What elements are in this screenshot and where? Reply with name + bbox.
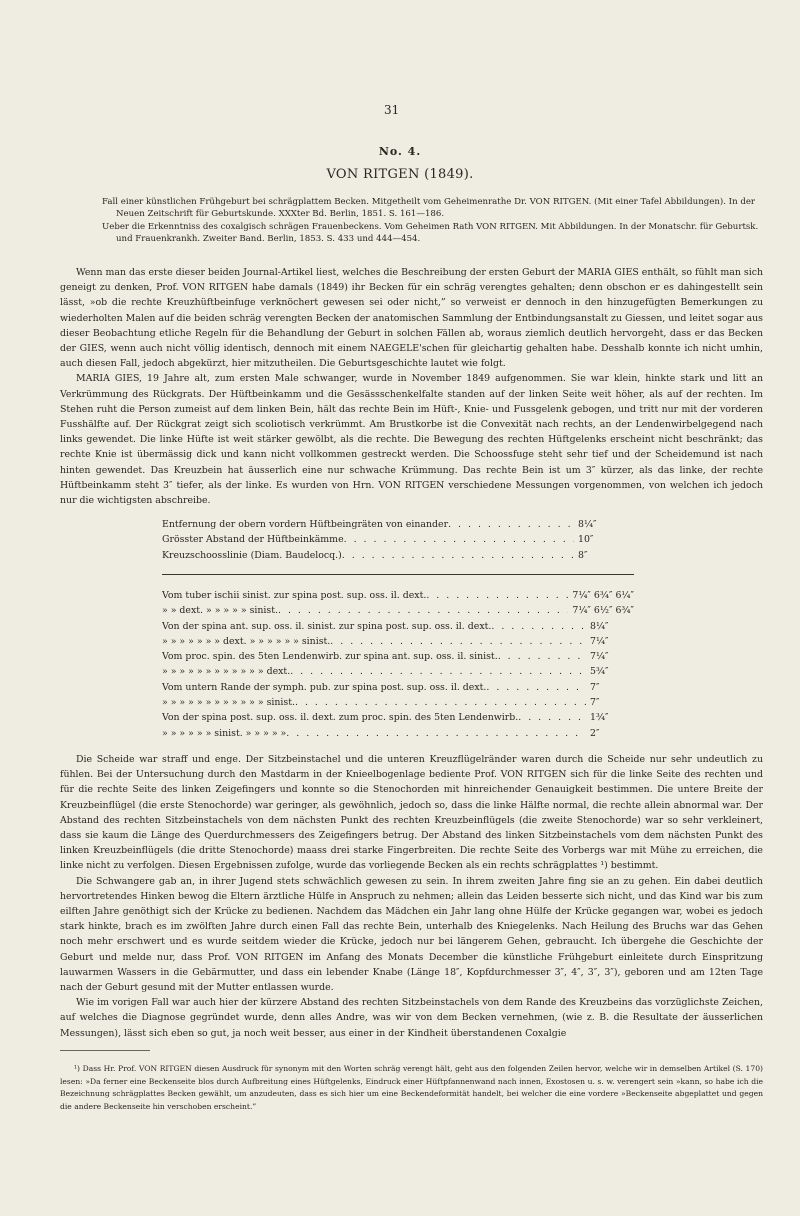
leader-dots <box>491 619 586 634</box>
measurement-label: » » dext. » » » » » sinist. <box>162 605 278 617</box>
leader-dots <box>344 532 574 547</box>
footnote-text: ¹) Dass Hr. Prof. VON RITGEN diesen Ausdruck für synonym mit den Worten schräg verengt hält, geht aus den folgenden Zeilen hervor, welche wir in demselben Artikel (S. 170) lesen: »Da ferner eine Beckenseite blos durch Aufbreitung eines Hüftgelenks, Eindruck einer Hüftpfannenwand nach innen, Exostosen u. s. w. verengert sein »kann, so habe ich die Bezeichnung schrägplattes Becken gewählt, um anzudeuten, dass es sich hier um eine Beckendeformität handelt, bei welcher die eine vordere »Beckenseite abgeplattet und gegen die andere Beckenseite hin verschoben erscheint.” <box>60 1064 763 1111</box>
paragraph: MARIA GIES, 19 Jahre alt, zum ersten Male schwanger, wurde in November 1849 aufgenommen. Sie war klein, hinkte stark und litt an Verkrümmung des Rückgrats. Der Hüftbeinkamm und die Gesässschenkelfalte standen auf der linken Seite weit höher, als auf der rechten. Im Stehen ruht die Person zumeist auf dem linken Bein, hält das rechte Bein im Hüft-, Knie- und Fussgelenk gebogen, und tritt nur mit der vorderen Fusshälfte auf. Der Rückgrat zeigt sich scoliotisch verkrümmt. Am Brustkorbe ist die Convexität nach rechts, an der Lendenwirbelgegend nach links gewendet. Die linke Hüfte ist weit stärker gewölbt, als die rechte. Die Bewegung des rechten Hüftgelenks erscheint nicht beschränkt; das rechte Knie ist übermässig dick und kann nicht vollkommen gestreckt werden. Die Schoossfuge steht sehr tief und der Scheidemund ist nach hinten gewendet. Das Kreuzbein hat äusserlich eine nur schwache Krümmung. Das rechte Bein ist um 3″ kürzer, als das linke, der rechte Hüftbeinkamm steht 3″ tiefer, als der linke. Es wurden von Hrn. VON RITGEN verschiedene Messungen vorgenommen, von welchen ich jedoch nur die wichtigsten abschreibe. <box>60 373 763 507</box>
measurement-row <box>162 695 634 710</box>
body-text <box>60 265 763 508</box>
measurement-value: 8¼″ <box>590 620 609 632</box>
measurement-label: Vom tuber ischii sinist. zur spina post. sup. oss. il. dext. <box>162 590 427 601</box>
measurement-label: Vom untern Rande der symph. pub. zur spina post. sup. oss. il. dext. <box>162 681 487 693</box>
measurement-row <box>162 649 634 664</box>
leader-dots <box>286 726 586 741</box>
measurement-value: 8″ <box>578 549 588 561</box>
leader-dots <box>290 664 586 679</box>
footnote <box>60 1063 763 1113</box>
paragraph: Die Scheide war straff und enge. Der Sitzbeinstachel und die unteren Kreuzflügelränder waren durch die Scheide nur sehr undeutlich zu fühlen. Bei der Untersuchung durch den Mastdarm in der Knieelbogenlage bediente Prof. VON RITGEN sich für die linke Seite des rechten und für die rechte Seite des linken Zeigefingers und konnte so die Stenochorden mit hinreichender Genauigkeit bestimmen. Die untere Breite der Kreuzbeinflügel (die erste Stenochorde) war geringer, als gewöhnlich, jedoch so, dass die linke Hälfte normal, die rechte allein abnormal war. Der Abstand des rechten Sitzbeinstachels von dem nächsten Punkt des rechten Kreuzbeinflügels (die zweite Stenochorde) war so sehr verkleinert, dass sie kaum die Länge des Querdurchmessers des Zeigefingers betrug. Der Abstand des linken Sitzbeinstachels vom dem nächsten Punkt des linken Kreuzbeinflügels (die dritte Stenochorde) maass drei starke Fingerbreiten. Die rechte Seite des Vorbergs war mit Mühe zu erreichen, die linke nicht zu verfolgen. Diesen Ergebnissen zufolge, wurde das vorliegende Becken als ein rechts schrägplattes ¹) bestimmt. <box>60 754 763 872</box>
measurement-label: Grösster Abstand der Hüftbeinkämme <box>162 534 344 546</box>
measurement-row <box>162 726 634 741</box>
measurement-label: Von der spina ant. sup. oss. il. sinist. zur spina post. sup. oss. il. dext. <box>162 620 492 632</box>
leader-dots <box>498 649 586 664</box>
measurement-row <box>162 532 622 547</box>
leader-dots <box>278 603 568 618</box>
measurement-label: » » » » » » sinist. » » » » » <box>162 727 287 739</box>
measurement-value: 5¾″ <box>590 666 609 678</box>
measurement-row <box>162 619 634 634</box>
paragraph: Die Schwangere gab an, in ihrer Jugend stets schwächlich gewesen zu sein. In ihrem zweiten Jahre fing sie an zu gehen. Ein dabei deutlich hervortretendes Hinken bewog die Eltern ärztliche Hülfe in Anspruch zu nehmen; allein das Leiden besserte sich nicht, und das Kind war bis zum eilften Jahre genöthigt sich der Krücke zu bedienen. Nachdem das Mädchen ein Jahr lang ohne Hülfe der Krücke gegangen war, wobei es jedoch stark hinkte, brach es im zwölften Jahre durch einen Fall das rechte Bein, unterhalb des Kniegelenks. Nach Heilung des Bruchs war das Gehen noch mehr erschwert und es wurde seitdem wieder die Krücke, jedoch nur bei längerem Gehen, gebraucht. Ich übergehe die Geschichte der Geburt und melde nur, dass Prof. VON RITGEN im Anfang des Monats December die künstliche Frühgeburt einleitete durch Einspritzung lauwarmen Wassers in die Gebärmutter, und dass ein lebender Knabe (Länge 18″, Kopfdurchmesser 3″, 4″, 3″, 3″), geboren und am 12ten Tage nach der Geburt gesund mit der Mutter entlassen wurde. <box>60 875 763 994</box>
reference-list <box>102 196 770 246</box>
measurement-row <box>162 603 634 618</box>
body-text-continued <box>60 752 763 1041</box>
measurement-row <box>162 634 634 649</box>
measurement-table-distances <box>162 588 634 741</box>
leader-dots <box>330 634 586 649</box>
measurement-value: 7″ <box>590 681 600 693</box>
measurement-value: 7¼″ <box>590 651 609 663</box>
measurement-value: 7″ <box>590 697 600 709</box>
measurement-value: 7¼″ 6½″ 6¾″ <box>572 605 634 617</box>
measurement-label: Vom proc. spin. des 5ten Lendenwirb. zur spina ant. sup. oss. il. sinist. <box>162 651 498 663</box>
leader-dots <box>342 548 574 563</box>
measurement-label: Kreuzschoosslinie (Diam. Baudelocq.) <box>162 549 342 561</box>
article-title: VON RITGEN (1849). <box>326 167 474 182</box>
measurement-label: Entfernung der obern vordern Hüftbeingräten von einander <box>162 519 449 530</box>
measurement-value: 7¼″ 6¾″ 6¼″ <box>572 590 634 601</box>
measurement-row <box>162 710 634 725</box>
page-number: 31 <box>384 103 400 117</box>
measurement-label: » » » » » » » dext. » » » » » » sinist. <box>162 635 331 647</box>
paragraph: Wie im vorigen Fall war auch hier der kürzere Abstand des rechten Sitzbeinstachels von dem Rande des Kreuzbeins das vorzüglichste Zeichen, auf welches die Diagnose gegründet wurde, denn alles Andre, was wir von dem Becken vernehmen, (wie z. B. die Resultate der äusserlichen Messungen), lässt sich eben so gut, ja noch weit besser, aus einer in der Kindheit überstandenen Coxalgie <box>60 997 763 1039</box>
footnote-divider <box>60 1050 150 1051</box>
table-divider <box>162 574 634 575</box>
paragraph: Wenn man das erste dieser beiden Journal-Artikel liest, welches die Beschreibung der ersten Geburt der MARIA GIES enthält, so fühlt man sich geneigt zu denken, Prof. VON RITGEN habe damals (1849) ihr Becken für ein schräg verengtes gehalten; denn obschon er es dahingestellt sein lässt, »ob die rechte Kreuzhüftbeinfuge verknöchert gewesen sei oder nicht,” so verweist er dennoch in den hinzugefügten Bemerkungen zu wiederholten Malen auf die beiden schräg verengten Becken der anatomischen Sammlung der Entbindungsanstalt zu Giessen, und leitet sogar aus dieser Beobachtung etliche Regeln für die Behandlung der Geburt in solchen Fällen ab, woraus ziemlich deutlich hervorgeht, dass er das Becken der GIES, wenn auch nicht völlig identisch, dennoch mit einem NAEGELE'schen für gleichartig gehalten habe. Desshalb konnte ich nicht umhin, auch diesen Fall, jedoch abgekürzt, hier mitzutheilen. Die Geburtsgeschichte lautet wie folgt. <box>60 267 763 370</box>
measurement-row <box>162 680 634 695</box>
leader-dots <box>426 588 568 603</box>
measurement-label: » » » » » » » » » » » » sinist. <box>162 697 295 709</box>
measurement-value: 8¼″ <box>578 519 597 530</box>
reference-item: Fall einer künstlichen Frühgeburt bei schrägplattem Becken. Mitgetheilt vom Geheimenrathe Dr. VON RITGEN. (Mit einer Tafel Abbildungen). In der Neuen Zeitschrift für Geburtskunde. XXXter Bd. Berlin, 1851. S. 161—186. <box>102 197 756 220</box>
measurement-row <box>162 664 634 679</box>
measurement-label: Von der spina post. sup. oss. il. dext. zum proc. spin. des 5ten Lendenwirb. <box>162 712 519 724</box>
leader-dots <box>518 710 586 725</box>
measurement-value: 2″ <box>590 727 600 739</box>
measurement-row <box>162 588 634 603</box>
article-number: No. 4. <box>378 145 422 158</box>
reference-item: Ueber die Erkenntniss des coxalgisch schrägen Frauenbeckens. Vom Geheimen Rath VON RITGEN. Mit Abbildungen. In der Monatschr. für Geburtsk. und Frauenkrankh. Zweiter Band. Berlin, 1853. S. 433 und 444—454. <box>102 221 759 245</box>
measurement-value: 7¼″ <box>590 635 609 647</box>
measurement-value: 10″ <box>578 534 594 546</box>
measurement-value: 1¾″ <box>590 712 609 724</box>
measurement-table-pelvis <box>162 517 622 563</box>
measurement-row <box>162 548 622 563</box>
measurement-label: » » » » » » » » » » » » dext. <box>162 666 291 678</box>
leader-dots <box>448 517 574 532</box>
leader-dots <box>486 680 586 695</box>
measurement-row <box>162 517 622 532</box>
leader-dots <box>295 695 586 710</box>
